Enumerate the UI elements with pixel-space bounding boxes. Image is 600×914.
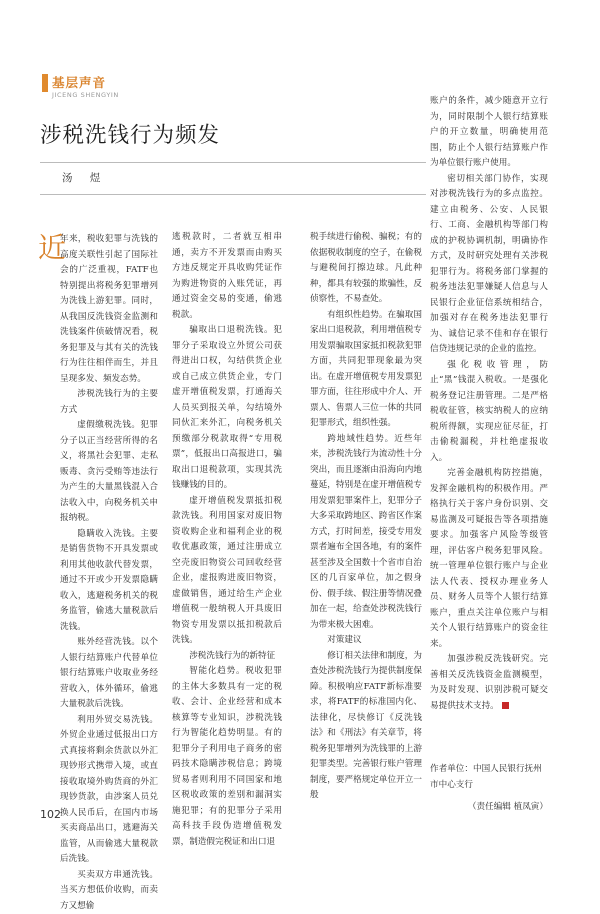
section-marker: [42, 74, 48, 92]
text-column-4: [430, 94, 548, 758]
paragraph: 完善金融机构防控措施，发挥金融机构的积极作用。严格执行关于客户身份识别、交易监测及可疑报告等各项措施要求。加强客户风险等级管理，评估客户税务犯罪风险。统一管理单位银行账户与企业法人代表、授权办理业务人员、财务人员等个人银行结算账户，重点关注单位账户与相关个人银行结算账户的资金往来。: [430, 466, 548, 652]
title-divider: [40, 162, 426, 163]
paragraph: 密切相关部门协作，实现对涉税洗钱行为的多点监控。建立由税务、公安、人民银行、工商、金融机构等部门构成的护税协调机制，明确协作方式，及时研究处理有关涉税犯罪行为。将税务部门掌握的税务违法犯罪嫌疑人信息与人民银行企业征信系统相结合，加强对存在税务违法犯罪行为、诚信记录不佳和存在银行信贷违规记录的企业的监控。: [430, 172, 548, 358]
paragraph: 逃税款时，二者就互相串通，卖方不开发票而由购买方违反规定开具收购凭证作为购进物资的入账凭证，再通过资金交易的变通，偷逃税款。: [172, 230, 282, 323]
paragraph: 账外经营洗钱。以个人银行结算账户代替单位银行结算账户收取业务经营收入，体外循环，偷逃大量税款后洗钱。: [60, 635, 158, 713]
drop-cap: 近: [38, 232, 66, 264]
section-heading: 涉税洗钱行为的新特征: [172, 649, 282, 665]
article-author: 汤 煜: [62, 170, 107, 185]
paragraph: [430, 652, 548, 714]
end-mark-icon: [502, 702, 509, 709]
paragraph: 税手续进行偷税、骗税；有的依据税收制度的空子，在偷税与避税间打擦边球。凡此种种，都具有较强的欺骗性，反侦察性，不易查处。: [310, 230, 422, 308]
paragraph: 虚开增值税发票抵扣税款洗钱。利用国家对废旧物资收购企业和福利企业的税收优惠政策，通过注册成立空壳废旧物资公司回收经营企业，虚报购进废旧物资，虚做销售，通过给生产企业增值税一般纳税人开具废旧物资专用发票以抵扣税款后洗钱。: [172, 494, 282, 649]
text-column-2: [172, 230, 282, 822]
paragraph: 账户的条件，减少随意开立行为，同时限制个人银行结算账户的开立数量，明确使用范围，防止个人银行结算账户作为单位银行账户使用。: [430, 94, 548, 172]
paragraph: 修订相关法律和制度，为查处涉税洗钱行为提供制度保障。积极响应FATF新标准要求，将FATF的标准国内化、法律化，尽快修订《反洗钱法》和《刑法》有关章节，将税务犯罪增列为洗钱罪的上游犯罪类型。完善银行账户管理制度，要严格规定单位开立一般: [310, 649, 422, 804]
paragraph: 年来，税收犯罪与洗钱的高度关联性引起了国际社会的广泛重视，FATF也特别提出将税务犯罪增列为洗钱上游犯罪。同时，从我国反洗钱资金监测和洗钱案件侦破情况看，税务犯罪及与其有关的洗钱行为往往相伴而生，并且呈现多发、频发态势。: [60, 232, 158, 387]
section-heading: 对策建议: [310, 633, 422, 649]
paragraph: 跨地域性趋势。近些年来，涉税洗钱行为流动性十分突出，而且逐渐由沿海向内地蔓延，特别是在虚开增值税专用发票犯罪案件上，犯罪分子大多采取跨地区、跨省区作案方式，打时间差，接受专用发票者遍布全国各地，有的案件甚至涉及全国数十个省市自治区的几百家单位，加之假身份、假手续、假注册等情况叠加在一起，给查处涉税洗钱行为带来极大困难。: [310, 432, 422, 634]
section-heading: 涉税洗钱行为的主要方式: [60, 387, 158, 418]
author-divider: [40, 194, 426, 195]
paragraph: 虚假缴税洗钱。犯罪分子以正当经营所得的名义，将黑社会犯罪、走私贩毒、贪污受贿等违法行为产生的大量黑钱混入合法收入中，向税务机关申报纳税。: [60, 418, 158, 527]
paragraph: 买卖双方串通洗钱。当买方想低价收购，而卖方又想偷: [60, 868, 158, 914]
article-title: 涉税洗钱行为频发: [40, 118, 220, 149]
paragraph-text: 加强涉税反洗钱研究。完善相关反洗钱资金监测模型，为及时发现、识别涉税可疑交易提供技术支持。: [430, 654, 548, 711]
paragraph: 有组织性趋势。在骗取国家出口退税款，利用增值税专用发票骗取国家抵扣税款犯罪方面，共同犯罪现象最为突出。在虚开增值税专用发票犯罪方面，往往形成中介人、开票人、售票人三位一体的共同犯罪形式，组织性强。: [310, 308, 422, 432]
editor-credit: （责任编辑 植凤寅）: [430, 800, 548, 812]
section-label-pinyin: JICENG SHENGYIN: [52, 91, 119, 99]
text-column-1: [60, 232, 158, 807]
paragraph: 智能化趋势。税收犯罪的主体大多数具有一定的税收、会计、企业经营和成本核算等专业知识，涉税洗钱行为智能化趋势明显。有的犯罪分子利用电子商务的密码技术隐瞒涉税信息；跨境贸易者则利用不同国家和地区税收政策的差别和漏洞实施犯罪；有的犯罪分子采用高科技手段伪造增值税发票，制造假完税证和出口退: [172, 664, 282, 850]
section-label: 基层声音: [52, 73, 106, 91]
paragraph: 隐瞒收入洗钱。主要是销售货物不开具发票或利用其他收款代替发票，通过不开或少开发票隐瞒收入，逃避税务机关的税务监管，偷逃大量税款后洗钱。: [60, 527, 158, 636]
page-number: 102: [40, 808, 61, 821]
text-column-3: [310, 230, 422, 822]
paragraph: 利用外贸交易洗钱。外贸企业通过低报出口方式真接将剩余货款以外汇现钞形式携带入境，或直接收取境外购货商的外汇现钞货款，由涉案人员兑换人民币后，在国内市场买卖商品出口，逃避海关监管，从而偷逃大量税款后洗钱。: [60, 713, 158, 868]
paragraph: 强化税收管理，防止“黑”钱混入税收。一是强化税务登记注册管理。二是严格税收征管，核实纳税人的应纳税所得额，实现应征尽征，打击偷税漏税，并杜绝虚报收入。: [430, 358, 548, 467]
author-affiliation: 作者单位：中国人民银行抚州市中心支行: [430, 762, 548, 793]
paragraph: 骗取出口退税洗钱。犯罪分子采取设立外贸公司获得进出口权，勾结供货企业或自己成立供货企业，专门虚开增值税发票，打通海关人员买到报关单，勾结境外同伙汇来外汇，向税务机关预缴部分税款取得“专用税票”，低报出口高报进口，骗取出口退税款项，实现其洗钱赚钱的目的。: [172, 323, 282, 494]
